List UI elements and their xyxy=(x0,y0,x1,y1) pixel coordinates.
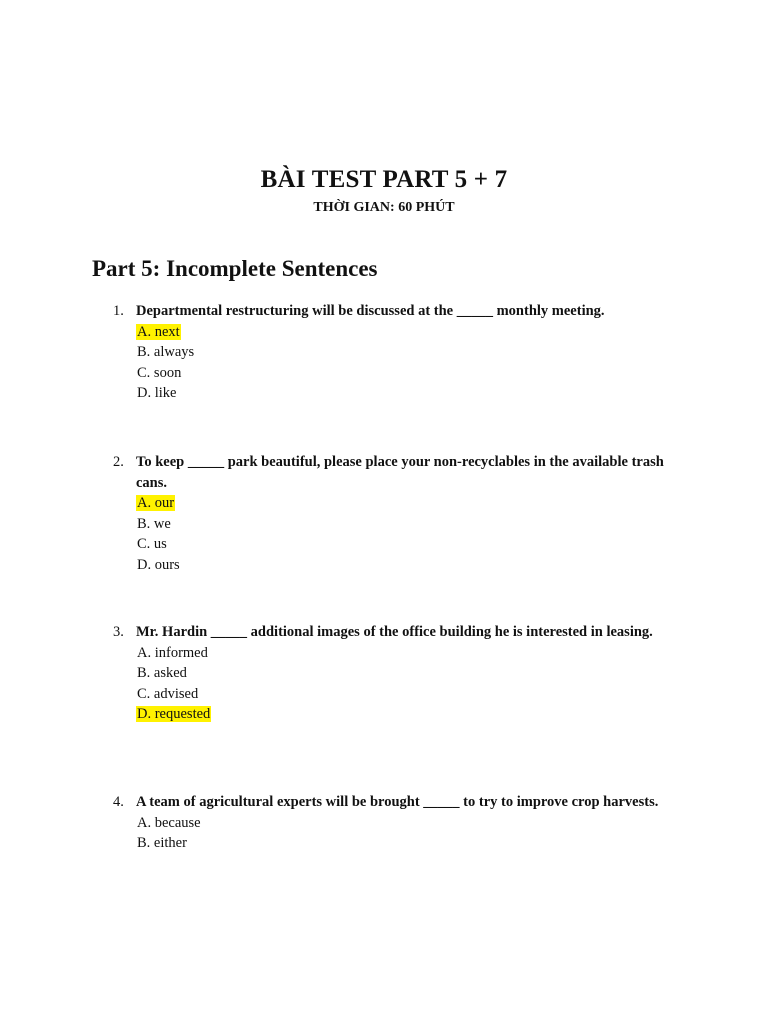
question-stem: A team of agricultural experts will be brought _____ to try to improve crop harvests. xyxy=(136,794,659,810)
section-heading: Part 5: Incomplete Sentences xyxy=(92,256,378,281)
option-b: B. either xyxy=(137,835,187,851)
question-number: 2. xyxy=(113,454,124,470)
option-c: C. advised xyxy=(137,685,199,702)
question-stem: Departmental restructuring will be discussed at the _____ monthly meeting. xyxy=(136,303,605,319)
option-b: B. asked xyxy=(137,665,187,681)
question-number: 1. xyxy=(113,303,124,319)
question-4 xyxy=(113,792,683,854)
page-title: BÀI TEST PART 5 + 7 xyxy=(260,166,508,193)
time-limit-subtitle: THỜI GIAN: 60 PHÚT xyxy=(313,200,455,215)
option-a: A. because xyxy=(137,814,201,831)
option-d: D. requested xyxy=(137,706,211,722)
option-b: B. we xyxy=(137,515,171,532)
question-2 xyxy=(113,452,683,575)
question-stem: Mr. Hardin _____ additional images of the office building he is interested in leasing. xyxy=(136,624,653,640)
question-number: 3. xyxy=(113,624,124,640)
option-a: A. next xyxy=(137,323,180,340)
option-c: C. soon xyxy=(137,364,182,381)
answer-options xyxy=(113,643,683,725)
option-c: C. us xyxy=(137,536,167,552)
option-a: A. our xyxy=(137,495,175,511)
answer-options xyxy=(113,493,683,575)
option-a: A. informed xyxy=(137,644,208,661)
option-d: D. ours xyxy=(137,556,180,573)
question-number: 4. xyxy=(113,794,124,810)
answer-options xyxy=(113,322,683,404)
answer-options xyxy=(113,813,683,854)
question-1 xyxy=(113,301,683,404)
question-3 xyxy=(113,622,683,725)
question-stem: To keep _____ park beautiful, please place your non-recyclables in the available trash cans. xyxy=(136,454,664,491)
option-b: B. always xyxy=(137,344,195,360)
option-d: D. like xyxy=(137,385,177,401)
